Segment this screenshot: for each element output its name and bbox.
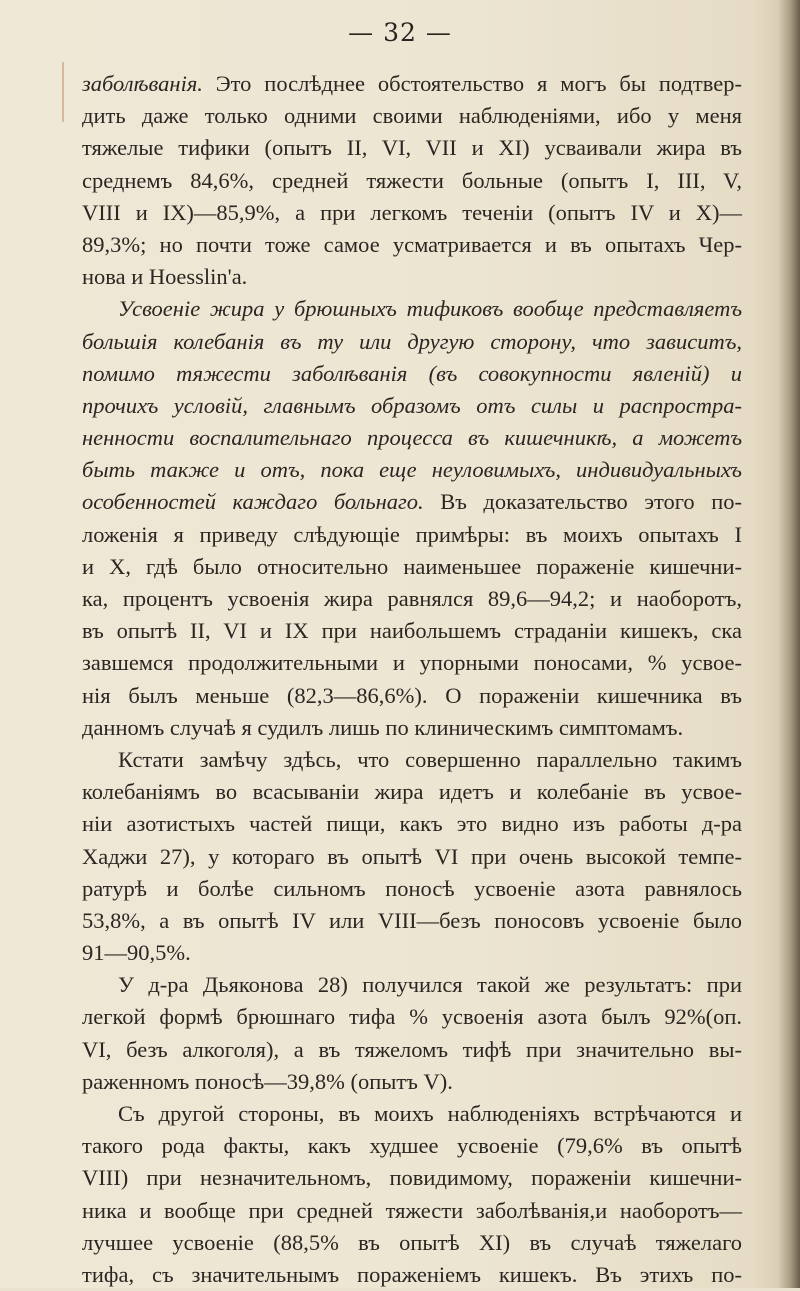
text-line-italic: быть также и отъ, пока еще неуловимыхъ, индивидуальныхъ bbox=[82, 457, 742, 483]
text-line: ка, процентъ усвоенія жира равнялся 89,6—94,2; и наоборотъ, bbox=[82, 586, 742, 611]
text-line: въ опытѣ II, VI и IX при наибольшемъ страданіи кишекъ, ска bbox=[82, 618, 742, 644]
text-line: данномъ случаѣ я судилъ лишь по клиническимъ симптомамъ. bbox=[82, 714, 684, 740]
text-line: 89,3%; но почти тоже самое усматривается и въ опытахъ Чер- bbox=[82, 231, 742, 257]
page-edge-shadow bbox=[778, 0, 800, 1288]
text-line: колебаніямъ во всасываніи жира идетъ и колебаніе въ усвое- bbox=[82, 779, 742, 805]
text-italic-fragment: заболѣванія. bbox=[82, 71, 203, 96]
text-line-italic: Усвоеніе жира у брюшныхъ тификовъ вообще представляетъ bbox=[118, 296, 742, 322]
margin-mark bbox=[62, 62, 64, 122]
text-line: лучшее усвоеніе (88,5% въ опытѣ XI) въ случаѣ тяжелаго bbox=[82, 1229, 742, 1255]
text-line: нова и Hoesslin'а. bbox=[82, 264, 248, 290]
text-line: нія былъ меньше (82,3—86,6%). О пораженіи кишечника въ bbox=[82, 682, 742, 708]
text-line bbox=[82, 486, 742, 518]
text-line-italic: большія колебанія въ ту или другую сторону, что зависитъ, bbox=[82, 328, 742, 354]
text-line: Съ другой стороны, въ моихъ наблюденіяхъ встрѣчаются и bbox=[118, 1101, 742, 1126]
text-line: ніи азотистыхъ частей пищи, какъ это видно изъ работы д-ра bbox=[82, 811, 742, 837]
text-line: VIII и IX)—85,9%, а при легкомъ теченіи (опытъ IV и X)— bbox=[82, 199, 742, 225]
text-line: ника и вообще при средней тяжести заболѣванія,и наоборотъ— bbox=[82, 1197, 742, 1223]
text-line: 53,8%, а въ опытѣ IV или VIII—безъ поносовъ усвоеніе было bbox=[82, 907, 742, 933]
body-text bbox=[82, 68, 742, 1291]
text-line: завшемся продолжительными и упорными поносами, % усвое- bbox=[82, 650, 742, 676]
text-line bbox=[82, 68, 742, 100]
text-line: тяжелые тифики (опытъ II, VI, VII и XI) усваивали жира въ bbox=[82, 135, 742, 161]
text-line: VI, безъ алкоголя), а въ тяжеломъ тифѣ при значительно вы- bbox=[82, 1036, 742, 1062]
text-line: легкой формѣ брюшнаго тифа % усвоенія азота былъ 92%(оп. bbox=[82, 1004, 742, 1030]
text-line: Кстати замѣчу здѣсь, что совершенно параллельно такимъ bbox=[118, 746, 742, 772]
text-line: VIII) при незначительномъ, повидимому, пораженіи кишечни- bbox=[82, 1165, 742, 1191]
text-line: среднемъ 84,6%, средней тяжести больные (опытъ I, III, V, bbox=[82, 167, 742, 193]
page-number: — 32 — bbox=[348, 18, 452, 47]
text-line: Хаджи 27), у котораго въ опытѣ VI при очень высокой темпе- bbox=[82, 843, 742, 869]
text-line: ратурѣ и болѣе сильномъ поносѣ усвоеніе азота равнялось bbox=[82, 875, 742, 901]
text-line: У д-ра Дьяконова 28) получился такой же результатъ: при bbox=[118, 972, 742, 998]
text-line: 91—90,5%. bbox=[82, 940, 191, 966]
text-line-italic: ненности воспалительнаго процесса въ кишечникѣ, а можетъ bbox=[82, 425, 742, 451]
text-italic-fragment: особенностей каждаго больнаго. bbox=[82, 489, 424, 515]
text-line-italic: помимо тяжести заболѣванія (въ совокупности явленій) и bbox=[82, 360, 742, 386]
text-fragment: Въ доказательство этого по- bbox=[423, 489, 742, 515]
text-line: ложенія я приведу слѣдующіе примѣры: въ моихъ опытахъ I bbox=[82, 521, 742, 547]
text-line-italic: прочихъ условій, главнымъ образомъ отъ силы и распростра- bbox=[82, 392, 742, 418]
text-line: тифа, съ значительнымъ пораженіемъ кишекъ. Въ этихъ по- bbox=[82, 1261, 742, 1287]
text-fragment: Это послѣднее обстоятельство я могъ бы подтвер- bbox=[202, 71, 742, 96]
text-line: такого рода факты, какъ худшее усвоеніе (79,6% въ опытѣ bbox=[82, 1133, 742, 1159]
text-line: и X, гдѣ было относительно наименьшее пораженіе кишечни- bbox=[82, 553, 742, 579]
text-line: дить даже только одними своими наблюденіями, ибо у меня bbox=[82, 103, 742, 129]
text-line: раженномъ поносѣ—39,8% (опытъ V). bbox=[82, 1068, 453, 1094]
